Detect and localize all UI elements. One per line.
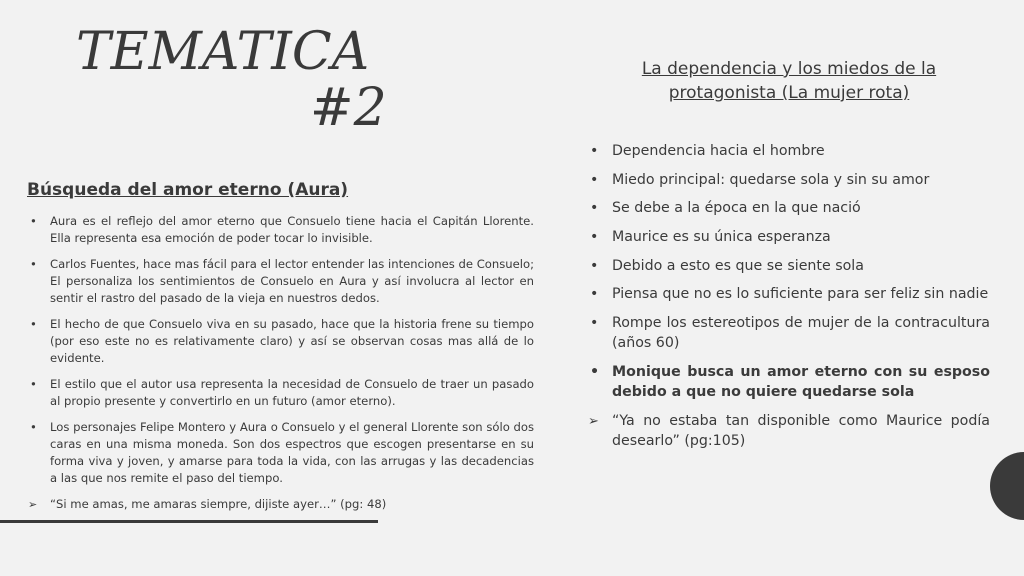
arrow-bullet-icon: ➢ bbox=[28, 498, 38, 511]
list-item bbox=[588, 256, 990, 276]
right-bullet-list bbox=[588, 141, 990, 459]
list-item-text: Rompe los estereotipos de mujer de la contracultura (años 60) bbox=[612, 315, 990, 352]
title-line-1: TEMATICA bbox=[76, 22, 370, 82]
list-item-text: Debido a esto es que se siente sola bbox=[612, 257, 864, 274]
list-item-text: Dependencia hacia el hombre bbox=[612, 143, 825, 159]
list-item bbox=[28, 376, 534, 410]
quote-text: “Ya no estaba tan disponible como Maurice podía desearlo” (pg:105) bbox=[612, 412, 990, 449]
list-item bbox=[28, 316, 534, 367]
list-item-text: Aura es el reflejo del amor eterno que Consuelo tiene hacia el Capitán Llorente. Ella representa esa emoción de poder tocar lo invisible. bbox=[50, 214, 534, 245]
quote-item bbox=[28, 496, 534, 513]
quote-text: “Si me amas, me amaras siempre, dijiste ayer…” (pg: 48) bbox=[50, 497, 387, 511]
list-item bbox=[588, 227, 990, 247]
arrow-bullet-icon: ➢ bbox=[588, 413, 599, 429]
bullet-icon: • bbox=[590, 143, 599, 159]
bullet-icon: • bbox=[30, 214, 37, 228]
bullet-icon: • bbox=[30, 377, 37, 391]
bullet-icon: • bbox=[590, 171, 599, 188]
bullet-icon: • bbox=[590, 200, 599, 217]
list-item-text: El estilo que el autor usa representa la necesidad de Consuelo de traer un pasado al propio presente y convertirlo en un futuro (amor eterno). bbox=[50, 377, 534, 408]
decorative-circle bbox=[990, 452, 1024, 520]
list-item bbox=[588, 198, 990, 218]
bullet-icon: • bbox=[30, 317, 37, 331]
list-item bbox=[588, 170, 990, 190]
bullet-icon: • bbox=[30, 257, 37, 271]
list-item-text: Monique busca un amor eterno con su esposo debido a que no quiere quedarse sola bbox=[612, 363, 990, 400]
list-item-bold bbox=[588, 362, 990, 402]
left-bullet-list bbox=[28, 213, 534, 522]
bullet-icon: • bbox=[590, 286, 599, 303]
list-item bbox=[588, 141, 990, 161]
title-line-2: #2 bbox=[310, 78, 387, 138]
list-item-text: Miedo principal: quedarse sola y sin su amor bbox=[612, 171, 930, 188]
list-item-text: Maurice es su única esperanza bbox=[612, 229, 831, 246]
list-item-text: El hecho de que Consuelo viva en su pasado, hace que la historia frene su tiempo (por eso este no es relativamente claro) y así se observan cosas mas allá de lo evidente. bbox=[50, 317, 534, 365]
list-item bbox=[28, 256, 534, 307]
left-heading: Búsqueda del amor eterno (Aura) bbox=[27, 180, 349, 200]
list-item bbox=[28, 419, 534, 487]
list-item bbox=[588, 313, 990, 353]
bullet-icon: • bbox=[30, 420, 37, 434]
bullet-icon: • bbox=[590, 363, 600, 380]
list-item-text: Los personajes Felipe Montero y Aura o Consuelo y el general Llorente son sólo dos caras en una misma moneda. Son dos espectros que escogen presentarse en su forma viva y joven, y amarse para toda la vida, con las arrugas y las decadencias a las que nos remite el paso del tiempo. bbox=[50, 420, 534, 485]
list-item-text: Piensa que no es lo suficiente para ser feliz sin nadie bbox=[612, 286, 989, 303]
divider-rule bbox=[0, 520, 378, 523]
list-item bbox=[28, 213, 534, 247]
bullet-icon: • bbox=[590, 257, 599, 274]
bullet-icon: • bbox=[590, 229, 599, 246]
list-item-text: Carlos Fuentes, hace mas fácil para el lector entender las intenciones de Consuelo; El personaliza los sentimientos de Consuelo en Aura y así involucra al lector en sentir el rastro del pasado de la vieja en nuestros dedos. bbox=[50, 257, 534, 305]
list-item bbox=[588, 284, 990, 304]
quote-item bbox=[588, 411, 990, 451]
list-item-text: Se debe a la época en la que nació bbox=[612, 200, 861, 217]
right-heading: La dependencia y los miedos de la protagonista (La mujer rota) bbox=[641, 59, 937, 103]
bullet-icon: • bbox=[590, 315, 599, 332]
